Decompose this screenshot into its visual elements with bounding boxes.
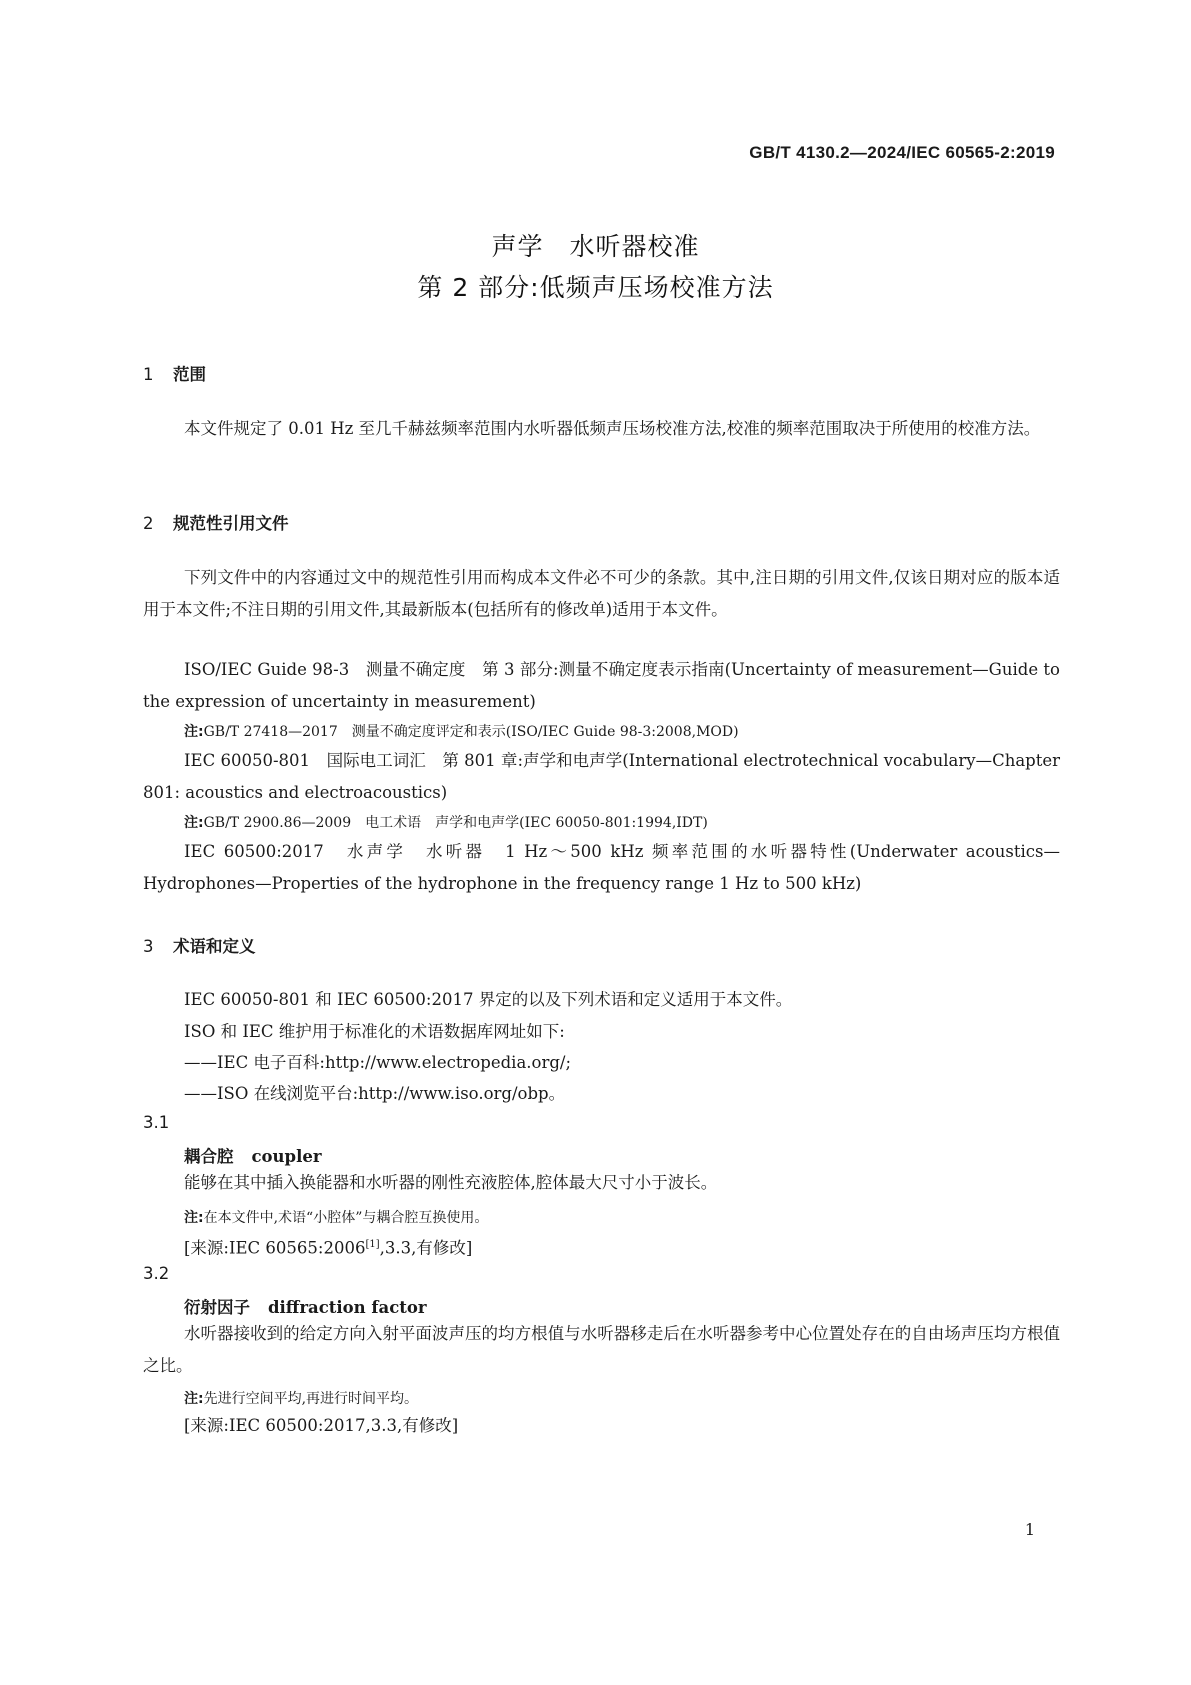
term-3-1-note <box>184 1207 488 1227</box>
section-number: 1 <box>143 365 154 384</box>
term-3-2-title <box>184 1294 427 1318</box>
term-3-2-number: 3.2 <box>143 1264 170 1283</box>
term-3-2-note <box>184 1388 418 1408</box>
note-text: 先进行空间平均,再进行时间平均。 <box>203 1391 419 1407</box>
document-title-line1: 声学 水听器校准 <box>491 232 700 261</box>
term-3-1-source <box>184 1229 472 1265</box>
term-3-1-number: 3.1 <box>143 1113 170 1132</box>
document-title-line2: 第 2 部分:低频声压场校准方法 <box>417 273 774 302</box>
reference-iso-guide-98-3: ISO/IEC Guide 98-3 测量不确定度 第 3 部分:测量不确定度表示指南(Uncertainty of measurement—Guide to the expression of uncertainty in measurement) <box>143 660 1060 711</box>
section-title: 术语和定义 <box>173 937 256 956</box>
bibliography-ref: [1] <box>365 1239 380 1250</box>
reference-note-1 <box>184 721 739 741</box>
section-3-line-1: IEC 60050-801 和 IEC 60500:2017 界定的以及下列术语和定义适用于本文件。 <box>184 990 793 1009</box>
note-text: 在本文件中,术语“小腔体”与耦合腔互换使用。 <box>203 1210 489 1226</box>
electropedia-link-line: ——IEC 电子百科:http://www.electropedia.org/; <box>184 1053 572 1072</box>
reference-note-2 <box>184 812 708 832</box>
source-text: [来源:IEC 60565:2006 <box>184 1238 366 1258</box>
note-label: 注: <box>184 1210 204 1226</box>
page-number: 1 <box>1024 1520 1035 1539</box>
note-label: 注: <box>184 724 204 740</box>
term-zh: 衍射因子 <box>184 1298 250 1317</box>
note-text: GB/T 27418—2017 测量不确定度评定和表示(ISO/IEC Guide 98-3:2008,MOD) <box>203 724 739 740</box>
section-3-heading <box>143 933 256 957</box>
reference-iec-60500: IEC 60500:2017 水声学 水听器 1 Hz～500 kHz 频率范围的水听器特性(Underwater acoustics—Hydrophones—Properties of the hydrophone in the frequency range 1 Hz to 500 kHz) <box>143 842 1060 893</box>
section-1-paragraph: 本文件规定了 0.01 Hz 至几千赫兹频率范围内水听器低频声压场校准方法,校准的频率范围取决于所使用的校准方法。 <box>184 419 1041 438</box>
section-title: 范围 <box>173 365 206 384</box>
note-label: 注: <box>184 815 204 831</box>
term-3-2-source: [来源:IEC 60500:2017,3.3,有修改] <box>184 1416 459 1435</box>
term-3-1-definition: 能够在其中插入换能器和水听器的刚性充液腔体,腔体最大尺寸小于波长。 <box>184 1173 718 1192</box>
note-label: 注: <box>184 1391 204 1407</box>
section-2-intro: 下列文件中的内容通过文中的规范性引用而构成本文件必不可少的条款。其中,注日期的引用文件,仅该日期对应的版本适用于本文件;不注日期的引用文件,其最新版本(包括所有的修改单)适用于本文件。 <box>143 568 1060 619</box>
standard-number: GB/T 4130.2—2024/IEC 60565-2:2019 <box>749 143 1055 162</box>
section-3-line-2: ISO 和 IEC 维护用于标准化的术语数据库网址如下: <box>184 1022 565 1041</box>
reference-iec-60050-801: IEC 60050-801 国际电工词汇 第 801 章:声学和电声学(International electrotechnical vocabulary—Chapter 801: acoustics and electroacoustics) <box>143 751 1060 802</box>
section-1-heading <box>143 361 206 385</box>
term-zh: 耦合腔 <box>184 1147 234 1166</box>
section-2-heading <box>143 510 289 534</box>
note-text: GB/T 2900.86—2009 电工术语 声学和电声学(IEC 60050-801:1994,IDT) <box>203 815 708 831</box>
term-en: diffraction factor <box>268 1298 427 1317</box>
section-number: 3 <box>143 937 154 956</box>
term-3-1-title <box>184 1143 322 1167</box>
term-en: coupler <box>251 1147 322 1166</box>
section-number: 2 <box>143 514 154 533</box>
section-title: 规范性引用文件 <box>173 514 289 533</box>
iso-obp-link-line: ——ISO 在线浏览平台:http://www.iso.org/obp。 <box>184 1084 566 1103</box>
term-3-2-definition: 水听器接收到的给定方向入射平面波声压的均方根值与水听器移走后在水听器参考中心位置处存在的自由场声压均方根值之比。 <box>143 1324 1060 1375</box>
source-text-tail: ,3.3,有修改] <box>379 1238 473 1258</box>
